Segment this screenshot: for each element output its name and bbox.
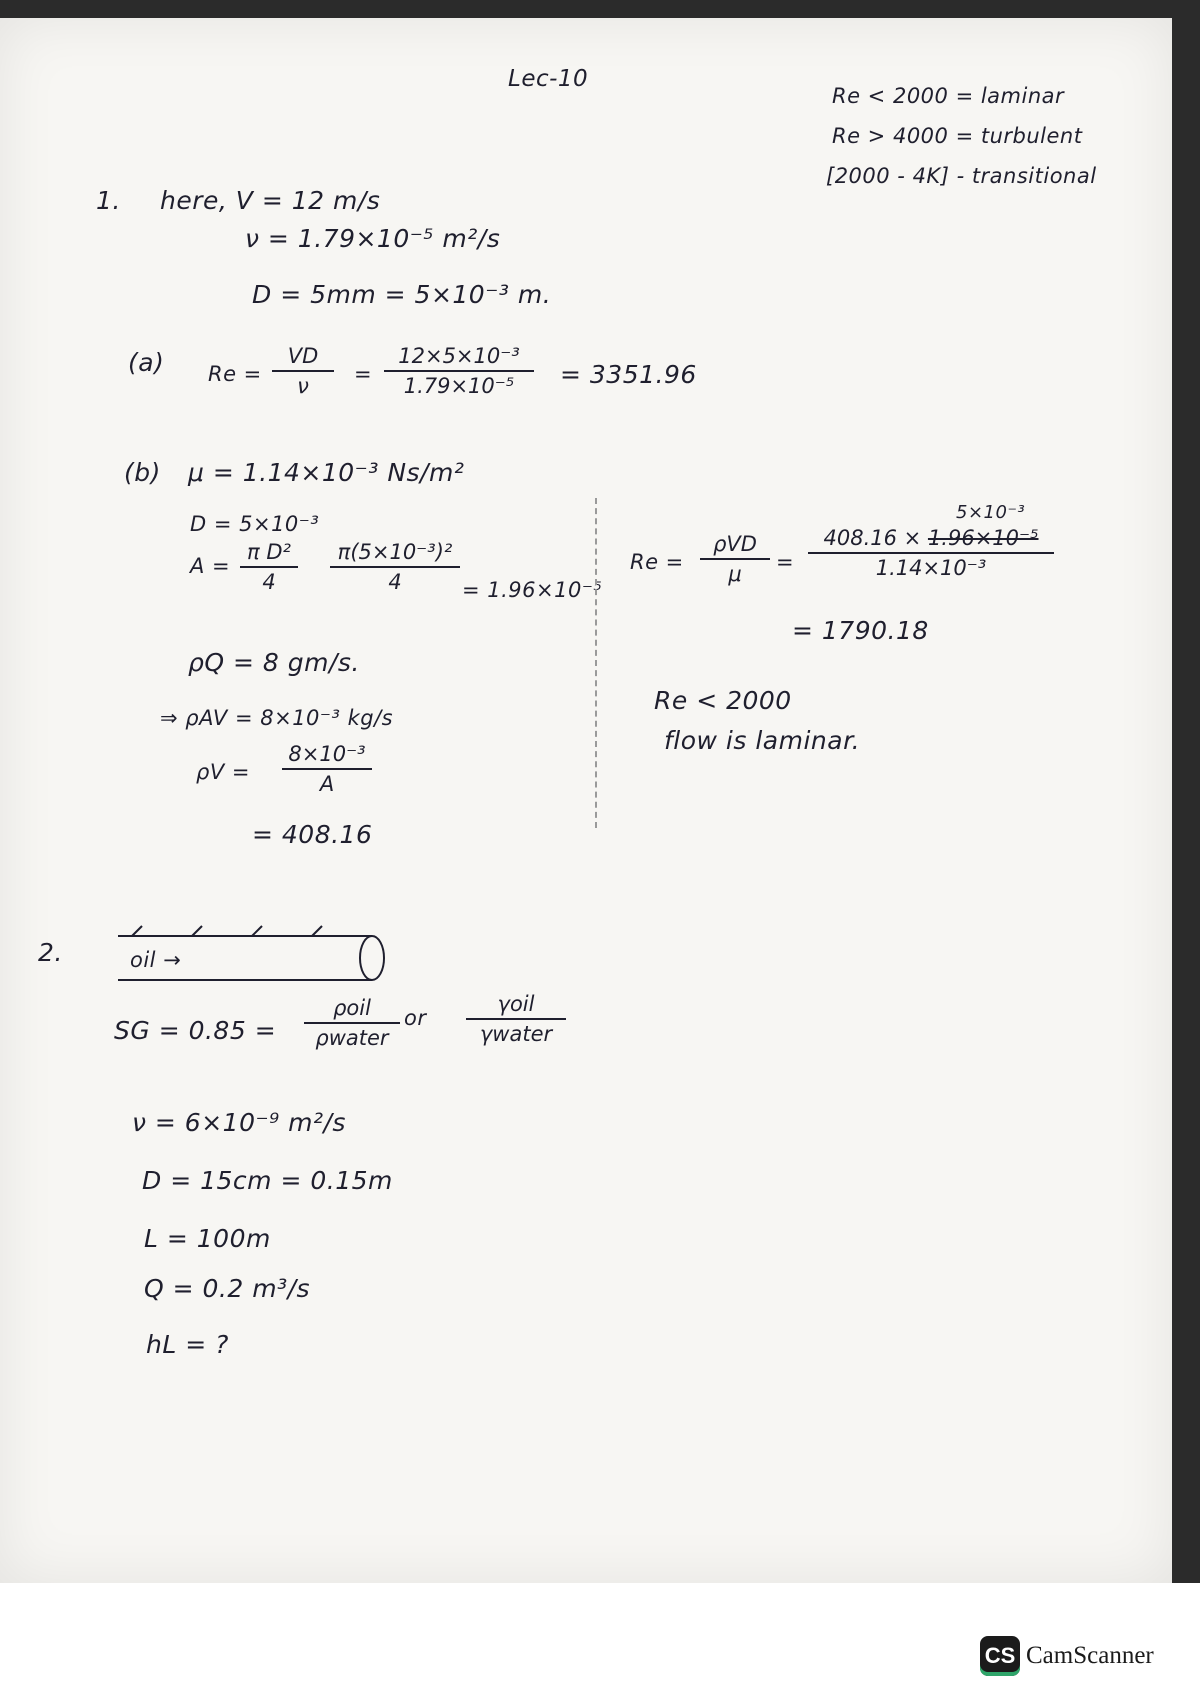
part-b-re-fraction-values <box>808 526 1054 580</box>
camscanner-watermark <box>980 1636 1154 1676</box>
fraction-numerator: γoil <box>497 992 535 1016</box>
fraction-numerator: ρVD <box>713 532 757 556</box>
part-a-fraction-vd-nu <box>272 344 334 398</box>
camscanner-logo-icon: CS <box>980 1636 1020 1676</box>
given-diameter: D = 5mm = 5×10⁻³ m. <box>252 280 552 309</box>
re-comparison: Re < 2000 <box>654 686 792 715</box>
given-velocity: here, V = 12 m/s <box>160 186 381 215</box>
p2-kinematic-viscosity: ν = 6×10⁻⁹ m²/s <box>132 1108 346 1137</box>
fraction-denominator: 4 <box>388 570 402 594</box>
given-kinematic-viscosity: ν = 1.79×10⁻⁵ m²/s <box>245 224 501 253</box>
specific-gravity-lhs: SG = 0.85 = <box>114 1016 277 1045</box>
p2-length: L = 100m <box>144 1224 271 1253</box>
re-numerator-correction: 5×10⁻³ <box>956 502 1026 523</box>
flow-conclusion: flow is laminar. <box>664 726 861 755</box>
part-b-re-fraction-formula <box>700 532 770 586</box>
fraction-numerator: π D² <box>247 540 291 564</box>
problem-1-number: 1. <box>96 186 121 215</box>
area-fraction-formula <box>240 540 298 594</box>
fraction-denominator: 1.14×10⁻³ <box>875 556 987 580</box>
mass-flow-rate: ρQ = 8 gm/s. <box>188 648 360 677</box>
part-b-re-equals: = <box>776 550 795 574</box>
p2-flow-rate: Q = 0.2 m³/s <box>144 1274 311 1303</box>
pipe-hatch <box>132 926 322 936</box>
part-b-label: (b) <box>124 458 161 487</box>
note-laminar: Re < 2000 = laminar <box>832 84 1065 108</box>
rho-v-fraction <box>282 742 372 796</box>
fraction-numerator: π(5×10⁻³)² <box>337 540 453 564</box>
part-a-fraction-values <box>384 344 534 398</box>
fraction-bar <box>240 566 298 568</box>
fraction-denominator: ν <box>297 374 309 398</box>
part-a-re-lhs: Re = <box>208 362 262 386</box>
scanned-page <box>0 18 1172 1583</box>
fraction-denominator: γwater <box>479 1022 553 1046</box>
fraction-denominator: 1.79×10⁻⁵ <box>403 374 515 398</box>
fraction-numerator: VD <box>287 344 319 368</box>
fraction-bar <box>330 566 460 568</box>
p2-head-loss: hL = ? <box>146 1330 229 1359</box>
pipe-end-ellipse <box>360 936 384 980</box>
fraction-bar <box>272 370 334 372</box>
fraction-denominator: 4 <box>262 570 276 594</box>
fraction-numerator: 12×5×10⁻³ <box>398 344 520 368</box>
fraction-numerator: 8×10⁻³ <box>288 742 366 766</box>
part-b-re-lhs: Re = <box>630 550 684 574</box>
fraction-bar <box>466 1018 566 1020</box>
part-a-result: = 3351.96 <box>560 360 697 389</box>
lecture-header: Lec-10 <box>508 66 589 92</box>
fraction-bar <box>282 768 372 770</box>
numerator-density: 408.16 × <box>823 526 922 550</box>
dynamic-viscosity: μ = 1.14×10⁻³ Ns/m² <box>188 458 465 487</box>
note-turbulent: Re > 4000 = turbulent <box>832 124 1083 148</box>
fraction-bar <box>384 370 534 372</box>
area-fraction-values <box>330 540 460 594</box>
part-a-equals: = <box>354 362 373 386</box>
sg-weight-fraction <box>466 992 566 1046</box>
area-lhs: A = <box>190 554 231 578</box>
column-divider <box>595 498 597 828</box>
fraction-numerator <box>819 526 1042 550</box>
camscanner-name: CamScanner <box>1026 1642 1154 1669</box>
fraction-denominator: ρwater <box>315 1026 389 1050</box>
pipe-flow-label: oil → <box>130 948 182 972</box>
part-b-diameter: D = 5×10⁻³ <box>190 512 320 536</box>
part-a-label: (a) <box>128 348 165 377</box>
note-transitional: [2000 - 4K] - transitional <box>826 164 1097 188</box>
p2-diameter: D = 15cm = 0.15m <box>142 1166 393 1195</box>
problem-2-number: 2. <box>38 938 63 967</box>
rho-v-lhs: ρV = <box>196 760 250 784</box>
fraction-numerator: ρoil <box>333 996 371 1020</box>
fraction-denominator: μ <box>728 562 742 586</box>
fraction-denominator: A <box>319 772 335 796</box>
rho-av-equation: ⇒ ρAV = 8×10⁻³ kg/s <box>160 706 394 730</box>
fraction-bar <box>304 1022 400 1024</box>
sg-or: or <box>404 1006 427 1030</box>
sg-density-fraction <box>304 996 400 1050</box>
rho-v-result: = 408.16 <box>252 820 373 849</box>
part-b-re-result: = 1790.18 <box>792 616 929 645</box>
struck-area-value: 1.96×10⁻⁵ <box>927 526 1039 550</box>
area-result: = 1.96×10⁻⁵ <box>462 578 603 602</box>
fraction-bar <box>808 552 1054 554</box>
fraction-bar <box>700 558 770 560</box>
